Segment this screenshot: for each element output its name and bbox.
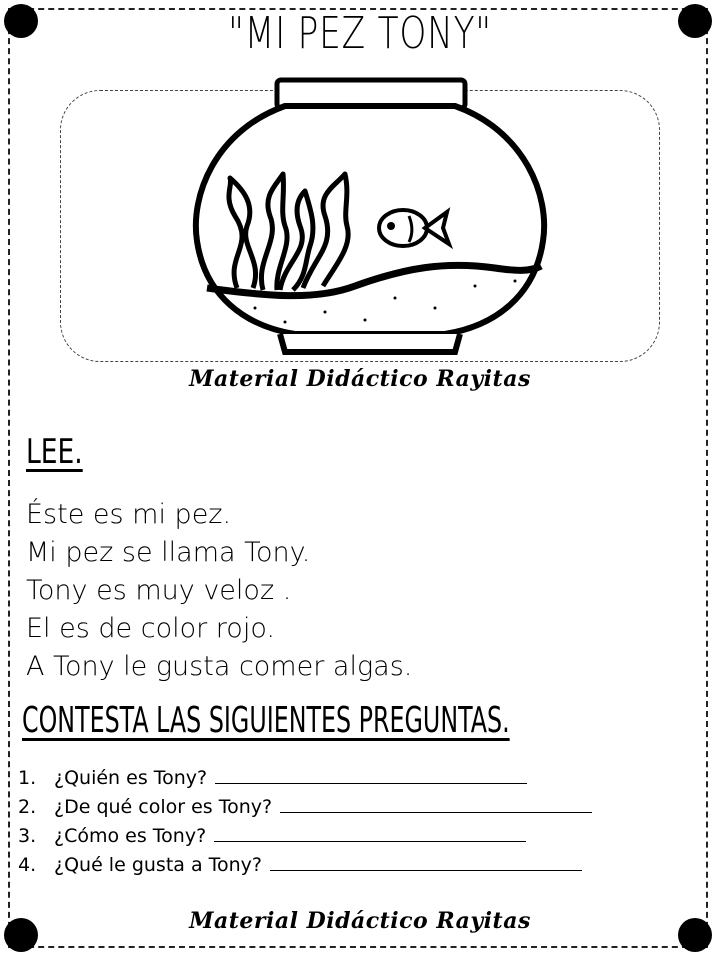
credit-watermark-top: Material Didáctico Rayitas — [189, 366, 531, 392]
question-item — [18, 764, 592, 793]
question-text: ¿Cómo es Tony? — [54, 825, 207, 847]
question-text: ¿De qué color es Tony? — [54, 796, 273, 818]
question-number: 2. — [18, 796, 37, 818]
reading-passage — [26, 496, 412, 686]
reading-line: Mi pez se llama Tony. — [26, 537, 311, 568]
questions-heading: CONTESTA LAS SIGUIENTES PREGUNTAS. — [22, 700, 510, 741]
reading-heading: LEE. — [26, 432, 83, 472]
question-item — [18, 851, 592, 880]
reading-line: Tony es muy veloz . — [26, 575, 292, 606]
corner-dot — [678, 4, 712, 38]
answer-line[interactable] — [280, 794, 592, 813]
question-text: ¿Qué le gusta a Tony? — [54, 854, 263, 876]
reading-line: Éste es mi pez. — [26, 499, 232, 530]
fishbowl-icon — [185, 76, 555, 360]
answer-line[interactable] — [270, 852, 582, 871]
question-number: 1. — [18, 767, 37, 789]
question-text: ¿Quién es Tony? — [54, 767, 208, 789]
question-item — [18, 822, 592, 851]
reading-line: El es de color rojo. — [26, 613, 275, 644]
answer-line[interactable] — [215, 765, 527, 784]
credit-watermark-bottom: Material Didáctico Rayitas — [189, 908, 531, 934]
corner-dot — [4, 4, 38, 38]
answer-line[interactable] — [214, 823, 526, 842]
questions-list — [18, 764, 592, 880]
question-item — [18, 793, 592, 822]
reading-line: A Tony le gusta comer algas. — [26, 651, 413, 682]
question-number: 4. — [18, 854, 37, 876]
question-number: 3. — [18, 825, 37, 847]
page-title: "MI PEZ TONY" — [228, 8, 492, 59]
